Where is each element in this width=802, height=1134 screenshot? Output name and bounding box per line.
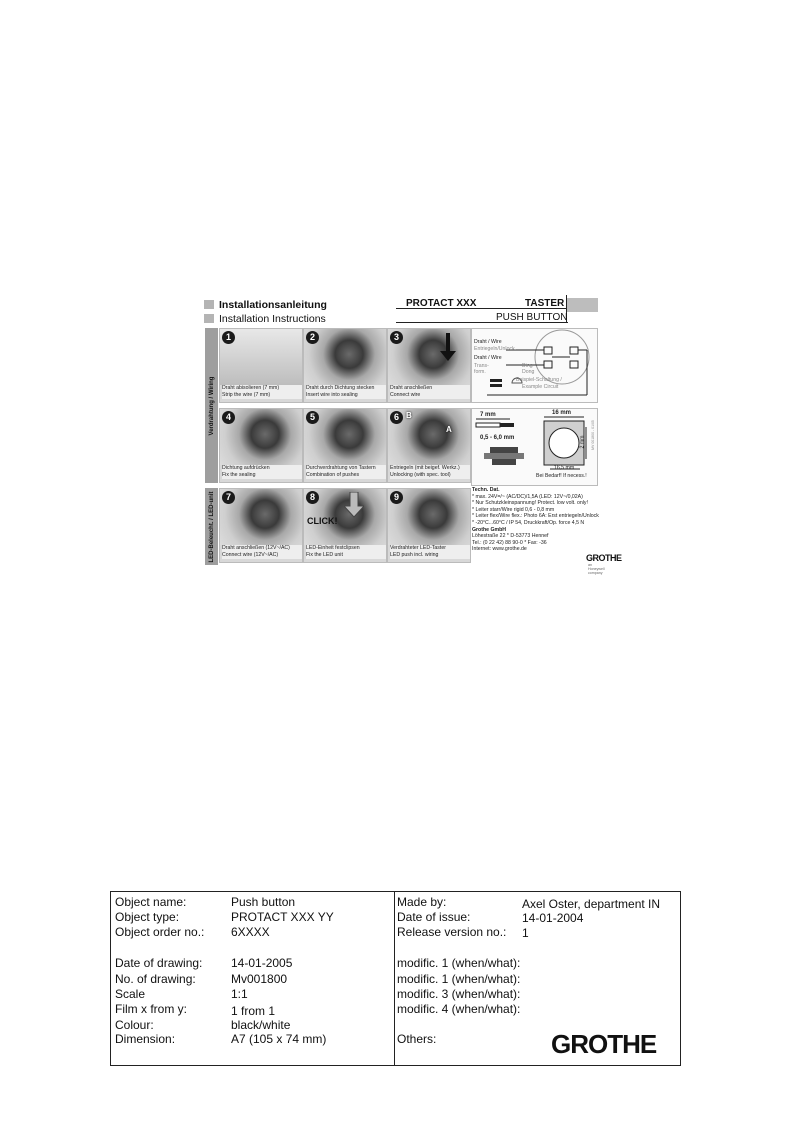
click-label: CLICK! — [307, 516, 338, 526]
dimension-drawing — [471, 408, 598, 486]
header-square-icon — [204, 314, 214, 323]
label-a: A — [446, 425, 452, 434]
field-label: Date of drawing: — [115, 956, 203, 970]
field-value: Axel Oster, department IN — [522, 897, 661, 911]
label-wire: Draht / Wire — [474, 339, 502, 345]
label-wire: Draht / Wire — [474, 355, 502, 361]
step-panel-8 — [303, 488, 387, 563]
dim-bottom: 16,5 mm — [554, 465, 575, 471]
step-number: 7 — [222, 491, 235, 504]
field-label: modific. 4 (when/what): — [397, 1002, 521, 1016]
sidebar-wiring: Verdrahtung / Wiring — [205, 328, 218, 483]
sidebar-led-unit: LED-Beleucht. / LED-unit — [205, 488, 218, 565]
tech-heading: Techn. Dat. — [472, 487, 500, 493]
field-value: black/white — [231, 1018, 291, 1032]
field-value: 14-01-2004 — [522, 911, 584, 925]
field-label: Scale — [115, 987, 146, 1001]
tech-line: * Leiter starr/Wire rigid 0,6 - 0,8 mm — [472, 506, 555, 513]
tech-line: * -20°C...60°C / IP 54, Druckkraft/Op. force 4,5 N — [472, 519, 585, 526]
step-panel-7 — [219, 488, 303, 563]
step-panel-2 — [303, 328, 387, 403]
caption-de: Draht abisolieren (7 mm) — [222, 385, 280, 391]
field-label: Object order no.: — [115, 925, 205, 939]
caption-de: Draht durch Dichtung stecken — [306, 385, 375, 391]
caption-en: Strip the wire (7 mm) — [222, 392, 271, 398]
step-panel-3 — [387, 328, 471, 403]
caption-en: Connect wire (12V~/AC) — [222, 552, 279, 558]
field-label: modific. 1 (when/what): — [397, 956, 521, 970]
step-number: 8 — [306, 491, 319, 504]
field-value: 1 from 1 — [231, 1004, 276, 1018]
field-value: 1:1 — [231, 987, 248, 1001]
step-number: 5 — [306, 411, 319, 424]
field-value: A7 (105 x 74 mm) — [231, 1032, 327, 1046]
field-value: Mv001800 — [231, 972, 288, 986]
label-unlock: Entriegeln/Unlock. — [474, 346, 517, 352]
field-label: Colour: — [115, 1018, 154, 1032]
product-name: PROTACT XXX — [406, 298, 477, 309]
installation-sheet — [200, 295, 622, 575]
field-value: PROTACT XXX YY — [231, 910, 334, 924]
label-transformer: form. — [474, 369, 486, 375]
label-example-en: Example Circuit — [522, 384, 559, 390]
caption-de: LED-Einheit festclipsen — [306, 545, 360, 551]
tech-data — [472, 487, 602, 553]
title-block-divider — [394, 892, 395, 1065]
field-label: Object type: — [115, 910, 180, 924]
step-panel-4 — [219, 408, 303, 483]
caption-de: Entriegeln (mit beigef. Werkz.) — [390, 465, 460, 471]
step-number: 2 — [306, 331, 319, 344]
caption-de: Durchverdrahtung von Tastern — [306, 465, 376, 471]
dim-height: 2 mm — [579, 435, 586, 449]
title-en: Installation Instructions — [219, 313, 326, 325]
field-label: Others: — [397, 1032, 437, 1046]
logo-tagline: an Honeywell company — [588, 563, 605, 575]
label-transformer: Trans- — [474, 363, 489, 369]
company-name: Grothe GmbH — [472, 526, 507, 533]
title-block — [110, 891, 681, 1066]
step-number: 3 — [390, 331, 403, 344]
drawing-code: MV 001800 - 01/05 — [590, 420, 595, 450]
dim-note: Bei Bedarf! If necess.! — [536, 473, 587, 479]
company-address: Löhestraße 22 * D-53773 Hennef — [472, 533, 549, 540]
caption-de: Dichtung aufdrücken — [222, 465, 270, 471]
field-label: No. of drawing: — [115, 972, 196, 986]
header-square-icon — [204, 300, 214, 309]
caption-en: Fix the LED unit — [306, 552, 343, 558]
dim-range: 0,5 - 6,0 mm — [480, 435, 515, 441]
step-number: 6 — [390, 411, 403, 424]
field-label: Made by: — [397, 895, 447, 909]
dim-wire-length: 7 mm — [480, 412, 496, 418]
step-number: 1 — [222, 331, 235, 344]
field-label: Film x from y: — [115, 1002, 187, 1016]
step-panel-6 — [387, 408, 471, 483]
title-de: Installationsanleitung — [219, 299, 327, 311]
field-value: 14-01-2005 — [231, 956, 293, 970]
caption-en: Connect wire — [390, 392, 421, 398]
type-de: TASTER — [525, 298, 565, 309]
caption-en: Insert wire into sealing — [306, 392, 358, 398]
tech-line: * max. 24V=/~ (AC/DC)/1,5A (LED: 12V~/0,02A) — [472, 493, 583, 500]
header-gray-tab — [567, 298, 598, 312]
field-label: Dimension: — [115, 1032, 176, 1046]
field-label: modific. 3 (when/what): — [397, 987, 521, 1001]
field-label: Date of issue: — [397, 910, 471, 924]
field-value: 1 — [522, 926, 529, 940]
company-phone: Tel.: (0 22 42) 88 90-0 * Fax: -36 — [472, 539, 547, 546]
arrow-down-icon — [438, 333, 458, 363]
label-b: B — [406, 411, 412, 420]
tech-line: * Leiter flex/Wire flex.: Photo 6A: Erst entriegeln/Unlock — [472, 513, 599, 520]
caption-en: Unlocking (with spec. tool) — [390, 472, 451, 478]
label-dong: Dong — [522, 369, 535, 375]
grothe-logo-small: GROTHE — [586, 553, 622, 563]
caption-de: Verdrahteter LED-Taster — [390, 545, 446, 551]
step-panel-1 — [219, 328, 303, 403]
type-en: PUSH BUTTON — [496, 312, 568, 323]
tech-line: * Nur Schutzkleinspannung! Protect. low volt. only! — [472, 500, 588, 507]
arrow-down-icon — [344, 492, 364, 518]
caption-en: Combination of pushes — [306, 472, 360, 478]
caption-en: LED push incl. wiring — [390, 552, 439, 558]
field-label: Object name: — [115, 895, 187, 909]
field-label: Release version no.: — [397, 925, 507, 939]
caption-de: Draht anschließen (12V~/AC) — [222, 545, 290, 551]
grothe-logo: GROTHE — [551, 1029, 657, 1059]
step-number: 4 — [222, 411, 235, 424]
step-number: 9 — [390, 491, 403, 504]
dim-diameter: 16 mm — [552, 410, 572, 416]
label-ding: Ding — [522, 363, 533, 369]
company-web: Internet: www.grothe.de — [472, 546, 527, 553]
label-example-de: Beispiel-Schaltung / — [516, 377, 562, 383]
step-panel-9 — [387, 488, 471, 563]
field-label: modific. 1 (when/what): — [397, 972, 521, 986]
caption-de: Draht anschließen — [390, 385, 433, 391]
field-value: Push button — [231, 895, 296, 909]
step-panel-5 — [303, 408, 387, 483]
caption-en: Fix the sealing — [222, 472, 256, 478]
circuit-diagram — [471, 328, 598, 403]
field-value: 6XXXX — [231, 925, 270, 939]
